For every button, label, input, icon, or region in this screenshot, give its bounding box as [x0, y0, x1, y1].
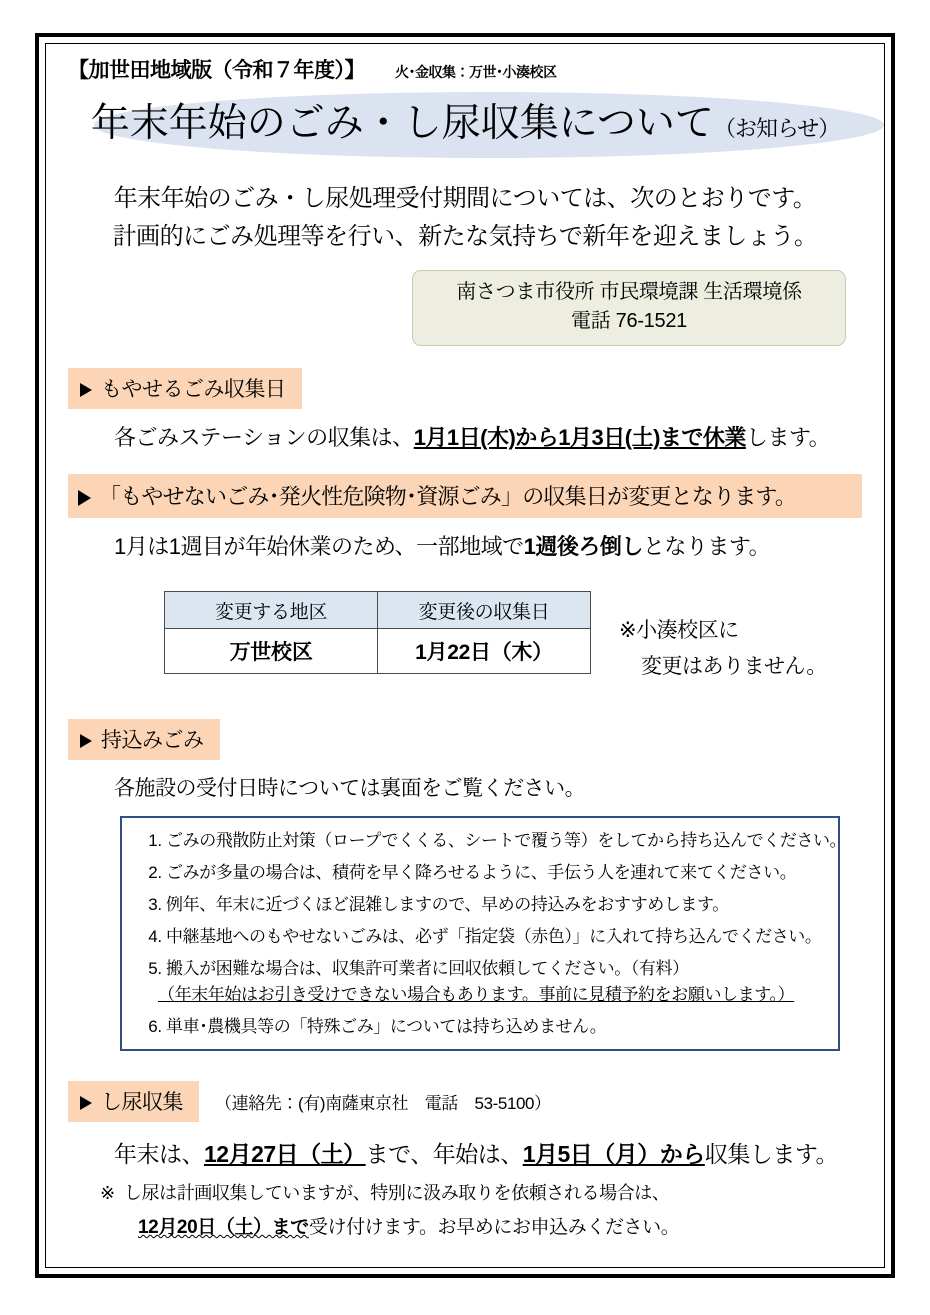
night-soil-note-line-2 [138, 1212, 862, 1239]
burnable-body-post: します。 [745, 425, 831, 450]
section-night-soil-tag [68, 1081, 199, 1122]
night-soil-note-line-1 [100, 1179, 862, 1205]
night-soil-schedule-line [114, 1136, 862, 1169]
triangle-bullet-icon [80, 1096, 92, 1110]
table-row [165, 629, 591, 674]
section-nonburnable [68, 474, 862, 685]
section-nonburnable-tag [68, 474, 862, 518]
list-item: 6. 単車･農機具等の「特殊ごみ」については持ち込めません。 [166, 1016, 824, 1037]
table-side-note [619, 613, 827, 685]
nonburnable-body-post: となります。 [642, 534, 771, 559]
list-item: 3. 例年、年末に近づくほど混雑しますので、早めの持込みをおすすめします。 [166, 894, 824, 915]
table-header-new-date: 変更後の収集日 [378, 592, 591, 629]
header-row [68, 54, 862, 84]
burnable-body-pre: 各ごみステーションの収集は、 [114, 425, 414, 450]
list-item-main: 搬入が困難な場合は、収集許可業者に回収依頼してください。（有料） [166, 959, 689, 978]
table-side-note-line-2: 変更はありません。 [641, 655, 827, 678]
contact-box [412, 270, 846, 346]
edition-label: 【加世田地域版（令和７年度）】 [68, 59, 365, 82]
table-header-row [165, 592, 591, 629]
list-item: 1. ごみの飛散防止対策（ロープでくくる、シートで覆う等）をしてから持ち込んでください。 [166, 830, 824, 851]
page-title-main: 年末年始のごみ・し尿収集について [90, 102, 714, 145]
night-soil-mid: まで、年始は、 [365, 1141, 523, 1167]
list-item [158, 958, 824, 1005]
night-soil-note-text: し尿は計画収集していますが、特別に汲み取りを依頼される場合は、 [123, 1183, 670, 1203]
intro-text [68, 180, 862, 256]
page-title [68, 90, 862, 166]
night-soil-contractor-contact: （連絡先：(有)南薩東京社 電話 53-5100） [215, 1094, 551, 1113]
night-soil-deadline-post: 受け付けます。お早めにお申込みください。 [308, 1217, 680, 1238]
schedule-change-block [68, 591, 862, 685]
triangle-bullet-icon [80, 734, 92, 748]
section-dropoff-tag [68, 719, 220, 760]
night-soil-year-end-date: 12月27日（土） [204, 1141, 366, 1167]
schedule-change-table [164, 591, 591, 674]
intro-line-2: 計画的にごみ処理等を行い、新たな気持ちで新年を迎えましょう。 [112, 223, 818, 250]
section-dropoff [68, 719, 862, 1051]
night-soil-deadline-date: 12月20日（土）まで [138, 1217, 309, 1238]
contact-phone: 電話 76-1521 [571, 310, 687, 332]
collection-schedule-note: 火･金収集：万世･小湊校区 [395, 64, 557, 80]
night-soil-post: 収集します。 [704, 1141, 838, 1167]
burnable-body-emphasis: 1月1日(木)から1月3日(土)まで休業 [413, 425, 746, 450]
intro-line-1: 年末年始のごみ・し尿処理受付期間については、次のとおりです。 [113, 185, 817, 212]
section-burnable-tag-label: もやせるごみ収集日 [101, 378, 286, 401]
title-banner [68, 90, 862, 162]
night-soil-new-year-date: 1月5日（月）から [522, 1141, 705, 1167]
dropoff-rules-box [120, 816, 847, 1051]
section-night-soil-tag-label: し尿収集 [101, 1091, 183, 1114]
section-burnable-body [114, 421, 862, 452]
section-dropoff-tag-label: 持込みごみ [101, 729, 204, 752]
section-night-soil-header [68, 1081, 862, 1122]
nonburnable-body-emphasis: 1週後ろ倒し [523, 534, 643, 559]
section-nonburnable-body [114, 530, 862, 561]
triangle-bullet-icon [78, 490, 91, 506]
list-item: 4. 中継基地へのもやせないごみは、必ず「指定袋（赤色）」に入れて持ち込んでください。 [166, 926, 824, 947]
table-cell-district: 万世校区 [165, 629, 378, 674]
night-soil-pre: 年末は、 [114, 1141, 204, 1167]
page-inner-border [45, 43, 885, 1268]
section-night-soil [68, 1081, 862, 1239]
dropoff-rules-list [140, 830, 847, 1037]
section-nonburnable-tag-label: 「もやせないごみ･発火性危険物･資源ごみ」の収集日が変更となります。 [99, 484, 797, 509]
table-cell-new-date: 1月22日（木） [378, 629, 591, 674]
list-item-subnote: （年末年始はお引き受けできない場合もあります。事前に見積予約をお願いします。） [158, 985, 795, 1004]
section-burnable-tag [68, 368, 302, 409]
notice-content [46, 44, 884, 1267]
section-burnable [68, 368, 862, 452]
night-soil-note-mark: ※ [100, 1183, 115, 1203]
list-item: 2. ごみが多量の場合は、積荷を早く降ろせるように、手伝う人を連れて来てください。 [166, 862, 824, 883]
section-dropoff-body: 各施設の受付日時については裏面をご覧ください。 [114, 777, 586, 800]
table-header-district: 変更する地区 [165, 592, 378, 629]
contact-department: 南さつま市役所 市民環境課 生活環境係 [456, 281, 802, 303]
nonburnable-body-pre: 1月は1週目が年始休業のため、一部地域で [114, 534, 524, 559]
page-outer-border [35, 33, 895, 1278]
table-side-note-line-1: ※小湊校区に [619, 619, 739, 642]
page-title-sub: （お知らせ） [713, 116, 840, 141]
triangle-bullet-icon [80, 383, 92, 397]
